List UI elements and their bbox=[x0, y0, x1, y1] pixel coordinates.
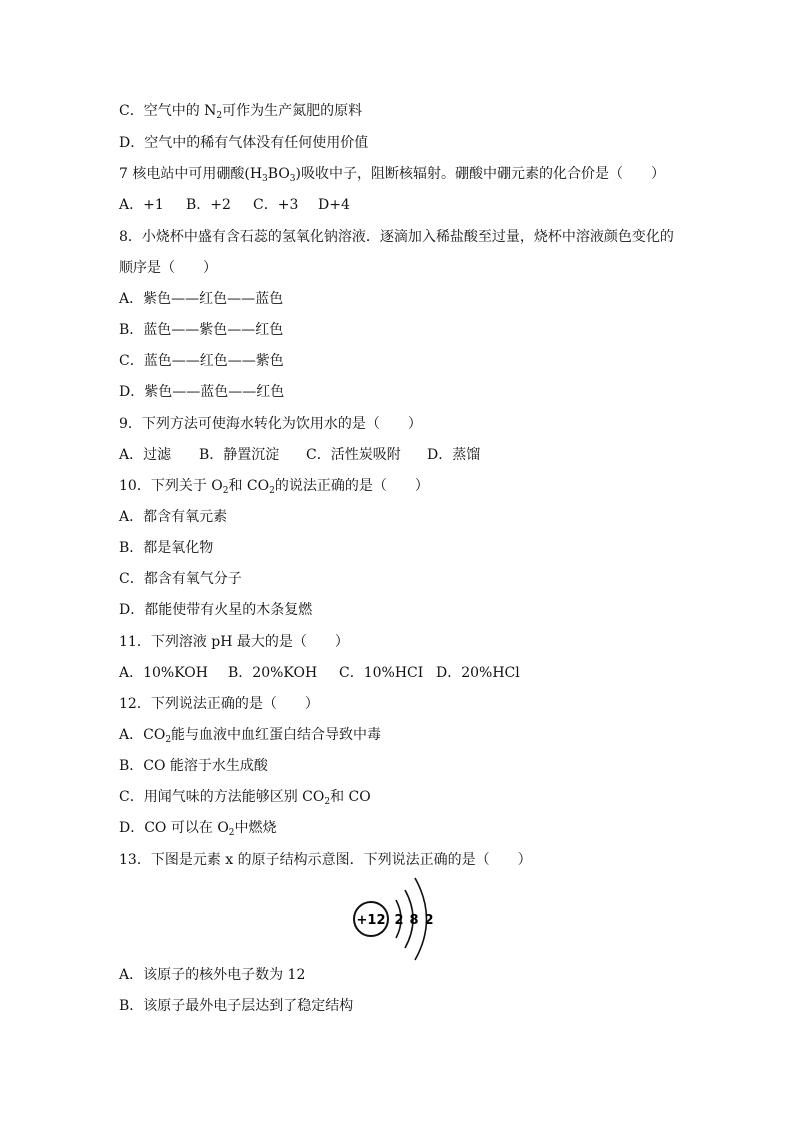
question-10-option-c: C．都含有氧气分子 bbox=[119, 571, 242, 587]
question-7-options bbox=[119, 196, 350, 214]
option-c: C．10%HCI bbox=[339, 665, 424, 681]
option-a: A．10%KOH bbox=[119, 665, 208, 681]
option-b: B．静置沉淀 bbox=[199, 447, 280, 463]
option-d-q6: D．空气中的稀有气体没有任何使用价值 bbox=[119, 135, 369, 151]
question-10-option-d: D．都能使带有火星的木条复燃 bbox=[119, 602, 313, 618]
question-10 bbox=[119, 477, 429, 495]
question-8-option-d: D．紫色——蓝色——红色 bbox=[119, 384, 285, 400]
question-9-options bbox=[119, 446, 480, 464]
option-c-q6 bbox=[119, 102, 362, 120]
question-text: 的说法正确的是（ ） bbox=[274, 478, 429, 494]
question-text: 10．下列关于 O bbox=[119, 478, 223, 494]
atomic-structure-diagram bbox=[352, 876, 442, 962]
question-12-option-c bbox=[119, 788, 371, 806]
question-8-option-b: B．蓝色——紫色——红色 bbox=[119, 322, 284, 338]
nucleus-charge: +12 bbox=[356, 913, 386, 928]
option-text: D．CO 可以在 O bbox=[119, 820, 229, 836]
shell-2-electrons: 8 bbox=[409, 913, 419, 928]
question-10-option-b: B．都是氧化物 bbox=[119, 540, 214, 556]
question-8-option-c: C．蓝色——红色——紫色 bbox=[119, 353, 284, 369]
question-text: 和 CO bbox=[228, 478, 270, 494]
question-9: 9．下列方法可使海水转化为饮用水的是（ ） bbox=[119, 416, 422, 432]
question-text: BO bbox=[267, 166, 290, 182]
shell-1-electrons: 2 bbox=[394, 913, 404, 928]
option-d: D+4 bbox=[318, 197, 350, 213]
option-b: B．20%KOH bbox=[228, 665, 318, 681]
question-11-options bbox=[119, 664, 520, 682]
subscript: 2 bbox=[228, 828, 235, 838]
option-text: 和 CO bbox=[330, 789, 371, 805]
subscript: 2 bbox=[165, 735, 172, 745]
question-12-option-d bbox=[119, 819, 277, 837]
subscript: 2 bbox=[222, 486, 229, 496]
question-text: 7 核电站中可用硼酸(H bbox=[119, 166, 263, 182]
option-text: 中燃烧 bbox=[234, 820, 277, 836]
question-12: 12．下列说法正确的是（ ） bbox=[119, 696, 319, 712]
question-12-option-b: B．CO 能溶于水生成酸 bbox=[119, 758, 268, 774]
question-8-line2: 顺序是（ ） bbox=[119, 260, 217, 276]
question-13: 13．下图是元素 x 的原子结构示意图．下列说法正确的是（ ） bbox=[119, 852, 532, 868]
question-10-option-a: A．都含有氧元素 bbox=[119, 509, 228, 525]
option-b: B．+2 bbox=[186, 197, 231, 213]
option-d: D．20%HCl bbox=[436, 665, 520, 681]
option-a: A．+1 bbox=[119, 197, 164, 213]
subscript: 2 bbox=[269, 486, 275, 496]
subscript: 3 bbox=[289, 174, 296, 184]
question-8-line1: 8．小烧杯中盛有含石蕊的氢氧化钠溶液．逐滴加入稀盐酸至过量，烧杯中溶液颜色变化的 bbox=[119, 229, 674, 245]
option-a: A．过滤 bbox=[119, 447, 172, 463]
question-7 bbox=[119, 165, 665, 183]
question-13-option-b: B．该原子最外电子层达到了稳定结构 bbox=[119, 998, 354, 1014]
subscript: 2 bbox=[216, 111, 223, 121]
subscript: 3 bbox=[262, 174, 268, 184]
question-12-option-a bbox=[119, 726, 381, 744]
question-8-option-a: A．紫色——红色——蓝色 bbox=[119, 291, 284, 307]
question-text: )吸收中子，阻断核辐射。硼酸中硼元素的化合价是（ ） bbox=[295, 166, 665, 182]
option-text: C．用闻气味的方法能够区别 CO bbox=[119, 789, 325, 805]
shell-3-electrons: 2 bbox=[424, 913, 434, 928]
subscript: 2 bbox=[324, 797, 331, 807]
question-13-option-a: A．该原子的核外电子数为 12 bbox=[119, 967, 306, 983]
option-d: D．蒸馏 bbox=[427, 447, 481, 463]
option-text: 可作为生产氮肥的原料 bbox=[222, 103, 363, 119]
option-text: A．CO bbox=[119, 727, 166, 743]
option-c: C．活性炭吸附 bbox=[306, 447, 401, 463]
option-text: 能与血液中血红蛋白结合导致中毒 bbox=[171, 727, 382, 743]
question-11: 11．下列溶液 pH 最大的是（ ） bbox=[119, 634, 349, 650]
option-text: C．空气中的 N bbox=[119, 103, 217, 119]
option-c: C．+3 bbox=[253, 197, 299, 213]
